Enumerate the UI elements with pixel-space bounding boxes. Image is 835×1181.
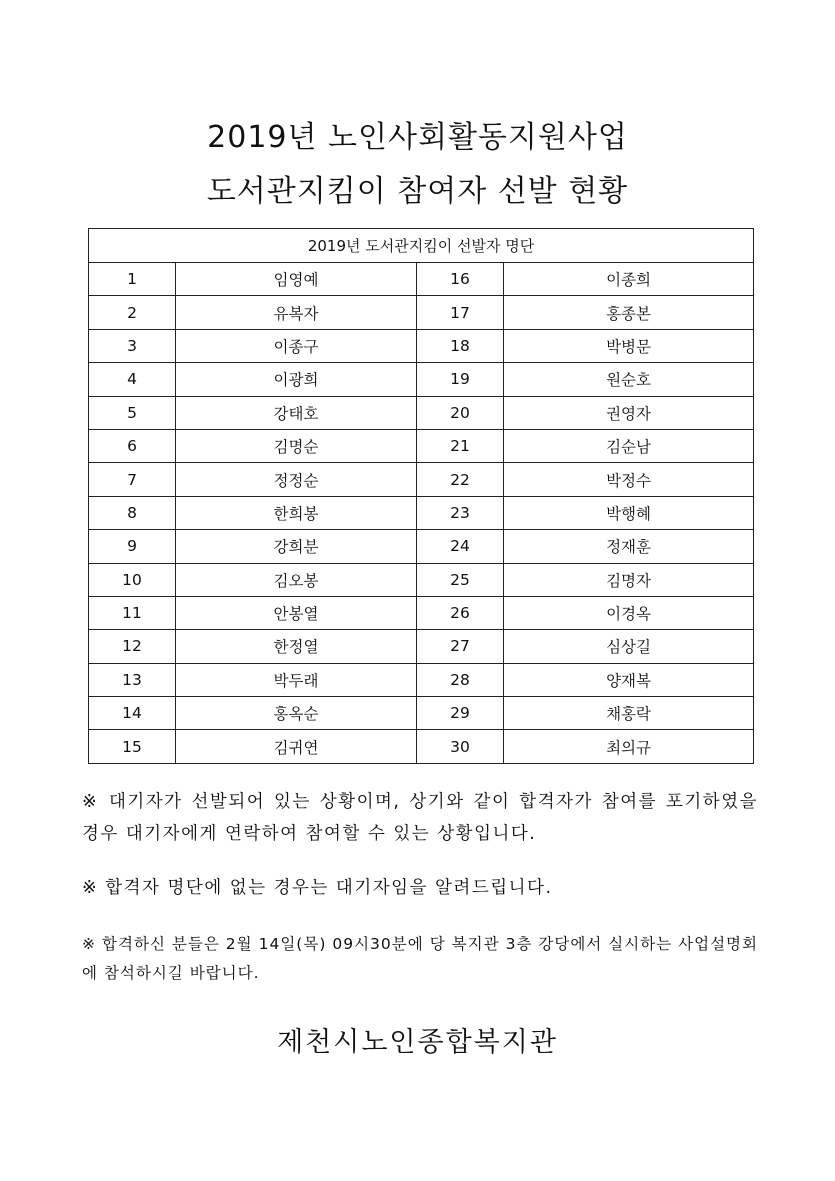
table-row bbox=[89, 496, 754, 529]
table-caption: 2019년 도서관지킴이 선발자 명단 bbox=[89, 229, 754, 263]
cell-name: 이경옥 bbox=[504, 596, 754, 629]
cell-number: 12 bbox=[89, 630, 176, 663]
cell-name: 박병문 bbox=[504, 329, 754, 362]
table-row bbox=[89, 296, 754, 329]
cell-number: 9 bbox=[89, 530, 176, 563]
cell-number: 25 bbox=[417, 563, 504, 596]
table-row bbox=[89, 363, 754, 396]
cell-number: 23 bbox=[417, 496, 504, 529]
cell-name: 안봉열 bbox=[176, 596, 417, 629]
cell-number: 7 bbox=[89, 463, 176, 496]
cell-name: 강희분 bbox=[176, 530, 417, 563]
table-row bbox=[89, 663, 754, 696]
table-row bbox=[89, 630, 754, 663]
cell-number: 19 bbox=[417, 363, 504, 396]
cell-name: 원순호 bbox=[504, 363, 754, 396]
table-row bbox=[89, 697, 754, 730]
cell-name: 최의규 bbox=[504, 730, 754, 763]
document-subtitle: 도서관지킴이 참여자 선발 현황 bbox=[206, 174, 629, 209]
cell-name: 강태호 bbox=[176, 396, 417, 429]
table-row bbox=[89, 429, 754, 462]
cell-name: 이광희 bbox=[176, 363, 417, 396]
cell-name: 김귀연 bbox=[176, 730, 417, 763]
cell-number: 5 bbox=[89, 396, 176, 429]
cell-name: 김오봉 bbox=[176, 563, 417, 596]
cell-name: 권영자 bbox=[504, 396, 754, 429]
table-caption-row bbox=[89, 229, 754, 263]
cell-name: 한희봉 bbox=[176, 496, 417, 529]
cell-number: 22 bbox=[417, 463, 504, 496]
table-row bbox=[89, 329, 754, 362]
cell-number: 21 bbox=[417, 429, 504, 462]
cell-name: 이종희 bbox=[504, 263, 754, 296]
cell-number: 1 bbox=[89, 263, 176, 296]
cell-name: 양재복 bbox=[504, 663, 754, 696]
notice-waitlist: ※ 대기자가 선발되어 있는 상황이며, 상기와 같이 합격자가 참여를 포기하였을 경우 대기자에게 연락하여 참여할 수 있는 상황입니다. bbox=[82, 792, 758, 844]
table-row bbox=[89, 530, 754, 563]
cell-name: 채홍락 bbox=[504, 697, 754, 730]
cell-number: 13 bbox=[89, 663, 176, 696]
cell-number: 4 bbox=[89, 363, 176, 396]
table-row bbox=[89, 563, 754, 596]
cell-number: 29 bbox=[417, 697, 504, 730]
cell-number: 8 bbox=[89, 496, 176, 529]
cell-number: 15 bbox=[89, 730, 176, 763]
document-title: 2019년 노인사회활동지원사업 bbox=[207, 120, 628, 155]
cell-number: 14 bbox=[89, 697, 176, 730]
cell-name: 김명순 bbox=[176, 429, 417, 462]
cell-number: 6 bbox=[89, 429, 176, 462]
organization-name: 제천시노인종합복지관 bbox=[277, 1027, 558, 1058]
cell-number: 27 bbox=[417, 630, 504, 663]
cell-number: 16 bbox=[417, 263, 504, 296]
table-row bbox=[89, 596, 754, 629]
table-row bbox=[89, 263, 754, 296]
cell-number: 30 bbox=[417, 730, 504, 763]
cell-name: 박두래 bbox=[176, 663, 417, 696]
cell-name: 박정수 bbox=[504, 463, 754, 496]
cell-name: 박행혜 bbox=[504, 496, 754, 529]
table-row bbox=[89, 396, 754, 429]
cell-name: 정재훈 bbox=[504, 530, 754, 563]
cell-number: 17 bbox=[417, 296, 504, 329]
table-row bbox=[89, 463, 754, 496]
cell-number: 18 bbox=[417, 329, 504, 362]
cell-name: 한정열 bbox=[176, 630, 417, 663]
cell-name: 김명자 bbox=[504, 563, 754, 596]
table-row bbox=[89, 730, 754, 763]
cell-name: 홍종본 bbox=[504, 296, 754, 329]
notice-briefing-session: ※ 합격하신 분들은 2월 14일(목) 09시30분에 당 복지관 3층 강당에서 실시하는 사업설명회에 참석하시길 바랍니다. bbox=[82, 935, 758, 982]
notice-not-listed: ※ 합격자 명단에 없는 경우는 대기자임을 알려드립니다. bbox=[82, 878, 553, 898]
cell-name: 정정순 bbox=[176, 463, 417, 496]
cell-number: 28 bbox=[417, 663, 504, 696]
cell-name: 김순남 bbox=[504, 429, 754, 462]
cell-number: 20 bbox=[417, 396, 504, 429]
cell-number: 11 bbox=[89, 596, 176, 629]
selection-roster-table bbox=[88, 228, 754, 764]
cell-name: 홍옥순 bbox=[176, 697, 417, 730]
cell-name: 유복자 bbox=[176, 296, 417, 329]
cell-number: 26 bbox=[417, 596, 504, 629]
cell-number: 3 bbox=[89, 329, 176, 362]
cell-number: 10 bbox=[89, 563, 176, 596]
cell-number: 24 bbox=[417, 530, 504, 563]
cell-number: 2 bbox=[89, 296, 176, 329]
cell-name: 이종구 bbox=[176, 329, 417, 362]
cell-name: 심상길 bbox=[504, 630, 754, 663]
cell-name: 임영예 bbox=[176, 263, 417, 296]
